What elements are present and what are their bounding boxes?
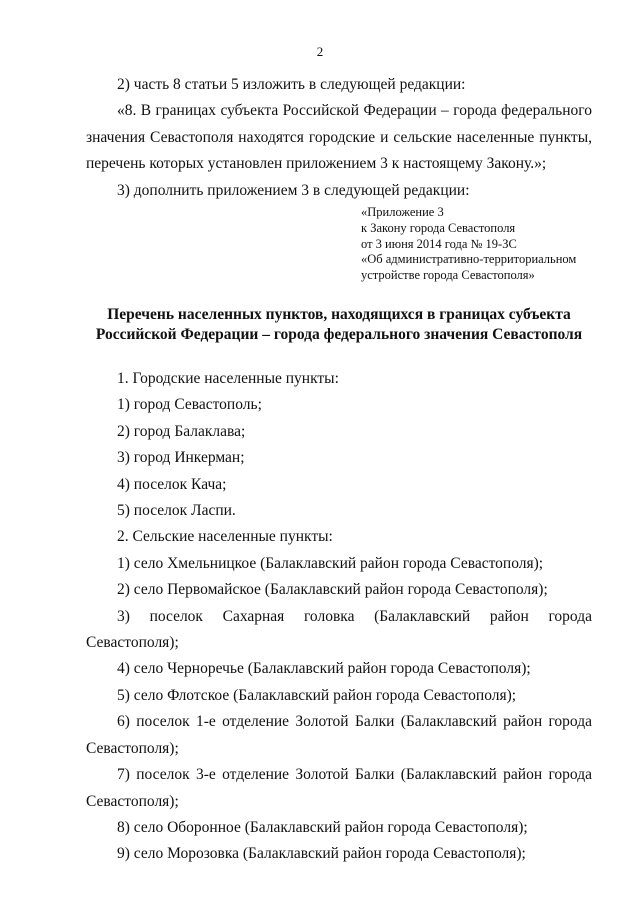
list-item: 3) город Инкерман; [117, 449, 245, 467]
appendix-line: устройстве города Севастополя» [361, 268, 535, 283]
page-number: 2 [316, 44, 324, 59]
list-item: 5) село Флотское (Балаклавский район города Севастополя); [117, 686, 517, 704]
list-item: 7) поселок 3-е отделение Золотой Балки (Балаклавский район города Севастополя); [86, 766, 592, 810]
list-item: 1) село Хмельницкое (Балаклавский район города Севастополя); [117, 554, 544, 572]
list-item: 5) поселок Ласпи. [117, 502, 236, 520]
appendix-line: «Об административно-территориальном [361, 252, 577, 267]
list-item: 4) поселок Кача; [117, 475, 227, 493]
intro-paragraph: 2) часть 8 статьи 5 изложить в следующей редакции: [117, 76, 466, 93]
list-item: 4) село Черноречье (Балаклавский район города Севастополя); [117, 660, 531, 678]
appendix-reference [361, 205, 601, 284]
intro-paragraph: «8. В границах субъекта Российской Федерации – города федерального значения Севастополя находятся городские и сельские населенные пункты, перечень которых установлен приложением 3 к настоящему Закону.»; [86, 102, 592, 173]
list-item: 2) город Балаклава; [117, 422, 246, 440]
list-item: 1. Городские населенные пункты: [117, 370, 339, 387]
appendix-line: от 3 июня 2014 года № 19-ЗС [361, 236, 517, 251]
list-item: 6) поселок 1-е отделение Золотой Балки (Балаклавский район города Севастополя); [86, 713, 592, 757]
list-item: 2) село Первомайское (Балаклавский район города Севастополя); [117, 581, 548, 599]
settlements-list [86, 366, 592, 868]
appendix-line: к Закону города Севастополя [361, 220, 516, 235]
intro-paragraph: 3) дополнить приложением 3 в следующей редакции: [117, 181, 470, 199]
heading-line: Перечень населенных пунктов, находящихся в границах субъекта [107, 306, 571, 323]
intro-section [86, 72, 592, 204]
list-item: 1) город Севастополь; [117, 396, 262, 414]
list-item: 2. Сельские населенные пункты: [117, 528, 333, 546]
heading-line: Российской Федерации – города федерального значения Севастополя [95, 326, 583, 343]
appendix-line: «Приложение 3 [361, 205, 444, 219]
list-item: 9) село Морозовка (Балаклавский район города Севастополя); [117, 845, 526, 863]
list-item: 8) село Оборонное (Балаклавский район города Севастополя); [117, 818, 528, 836]
list-item: 3) поселок Сахарная головка (Балаклавский район города Севастополя); [86, 607, 592, 652]
list-heading [86, 305, 592, 345]
